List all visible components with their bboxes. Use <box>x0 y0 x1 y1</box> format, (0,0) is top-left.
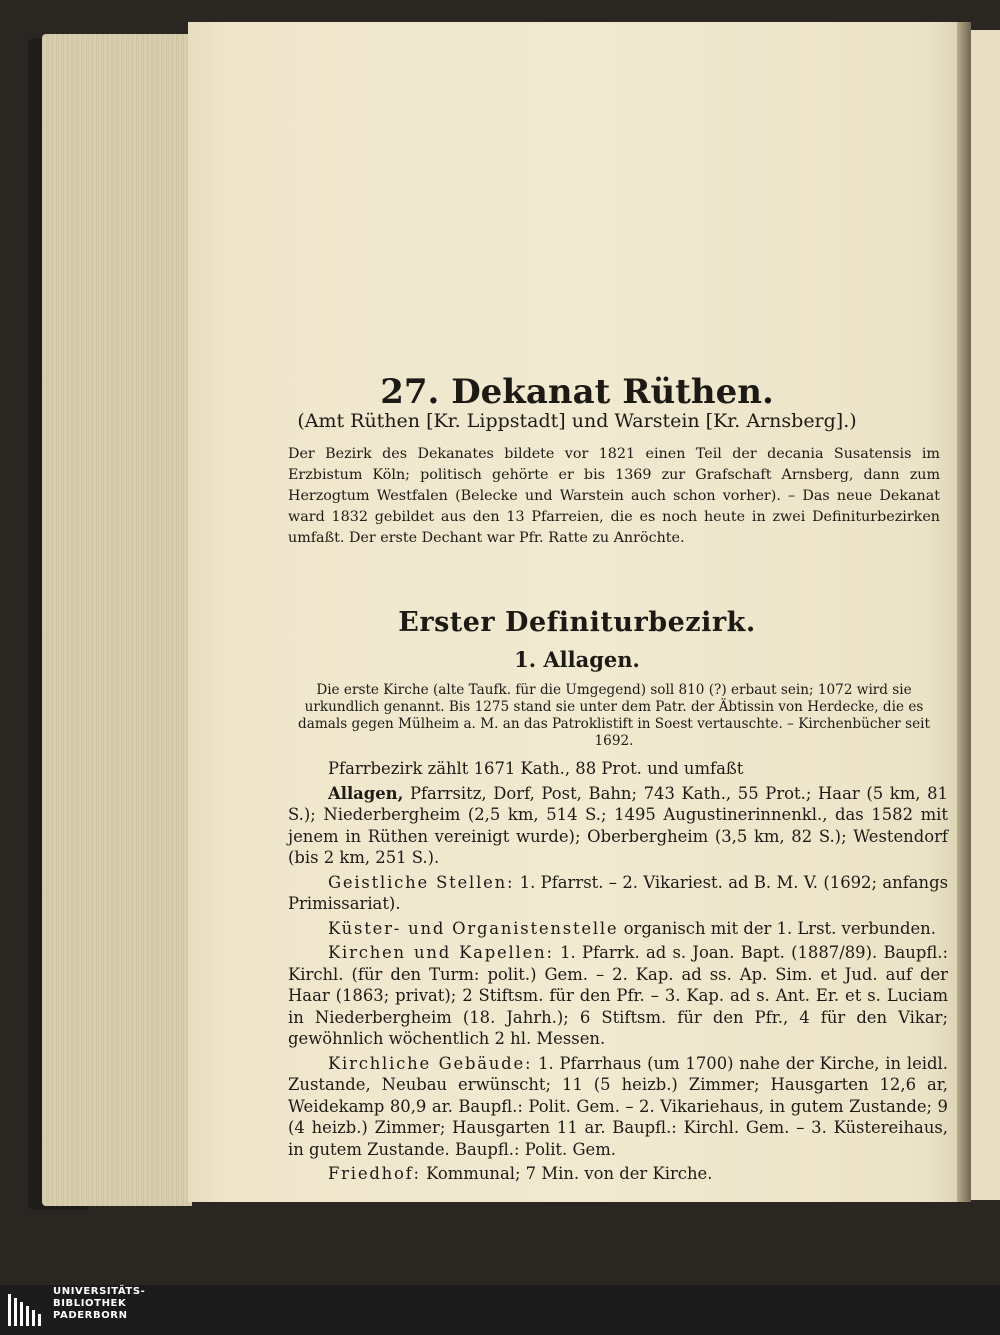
sexton-text: organisch mit der 1. Lrst. verbunden. <box>618 918 936 938</box>
sexton-paragraph <box>288 918 948 940</box>
library-name <box>53 1286 145 1322</box>
cemetery-text: Kommunal; 7 Min. von der Kirche. <box>420 1164 713 1183</box>
facing-page-edge <box>968 30 1000 1200</box>
library-name-line3: PADERBORN <box>53 1310 128 1321</box>
library-footer <box>0 1285 1000 1335</box>
churches-paragraph <box>288 942 948 1050</box>
page-gutter <box>957 22 971 1202</box>
parish-summary: Pfarrbezirk zählt 1671 Kath., 88 Prot. und umfaßt <box>328 759 744 778</box>
clergy-text: 1. Pfarrst. – 2. Vikariest. ad B. M. V. (1692; anfangs Primissariat). <box>288 872 948 913</box>
buildings-label: Kirchliche Gebäude: <box>328 1053 533 1073</box>
buildings-paragraph <box>288 1053 948 1161</box>
sexton-label: Küster- und Organistenstelle <box>328 918 619 938</box>
book-page <box>188 22 966 1202</box>
buildings-text: 1. Pfarrhaus (um 1700) nahe der Kirche, in leidl. Zustande, Neubau erwünscht; 11 (5 heizb.) Zimmer; Hausgarten 12,6 ar, Weidekamp 80,9 ar. Baupfl.: Polit. Gem. – 2. Vikariehaus, in gutem Zustande; 9 (4 heizb.) Zimmer; Hausgarten 11 ar. Baupfl.: Kirchl. Gem. – 3. Küstereihaus, in gutem Zustande. Baupfl.: Polit. Gem. <box>288 1053 948 1159</box>
page-subtitle: (Amt Rüthen [Kr. Lippstadt] und Warstein [Kr. Arnsberg].) <box>297 410 857 432</box>
cemetery-paragraph <box>288 1163 948 1185</box>
library-logo-icon <box>4 1288 48 1332</box>
churches-label: Kirchen und Kapellen: <box>328 943 554 962</box>
parish-details <box>288 758 948 1185</box>
clergy-label: Geistliche Stellen: <box>328 872 515 892</box>
section-heading: Erster Definiturbezirk. <box>398 607 756 638</box>
intro-paragraph: Der Bezirk des Dekanates bildete vor 1821 einen Teil der decania Susatensis im Erzbistum Köln; politisch gehörte er bis 1369 zur Grafschaft Arnsberg, dann zum Herzogtum Westfalen (Belecke und Warstein auch schon vorher). – Das neue Dekanat ward 1832 gebildet aus den 13 Pfarreien, die es noch heute in zwei Definiturbezirken umfaßt. Der erste Dechant war Pfr. Ratte zu Anröchte. <box>288 446 940 546</box>
page-title: 27. Dekanat Rüthen. <box>380 372 774 412</box>
place-name: Allagen, <box>328 783 404 803</box>
churches-text: 1. Pfarrk. ad s. Joan. Bapt. (1887/89). Baupfl.: Kirchl. (für den Turm: polit.) Gem. – 2. Kap. ad ss. Ap. Sim. et Jud. auf der Haar (1863; privat); 2 Stiftsm. für den Pfr. – 3. Kap. ad s. Ant. Er. et s. Luciam in Niederbergheim (18. Jahrh.); 6 Stiftsm. für den Pfr., 4 für den Vikar; gewöhnlich wöchentlich 2 hl. Messen. <box>288 943 948 1048</box>
clergy-paragraph <box>288 872 948 915</box>
page-edges <box>42 34 192 1206</box>
places-text: Pfarrsitz, Dorf, Post, Bahn; 743 Kath., 55 Prot.; Haar (5 km, 81 S.); Niederbergheim (2,5 km, 514 S.; 1495 Augustinerinnenkl., das 1582 mit jenem in Rüthen vereinigt wurde); Oberbergheim (3,5 km, 82 S.); Westendorf (bis 2 km, 251 S.). <box>288 783 948 867</box>
history-paragraph: Die erste Kirche (alte Taufk. für die Umgegend) soll 810 (?) erbaut sein; 1072 wird sie urkundlich genannt. Bis 1275 stand sie unter dem Patr. der Äbtissin von Herdecke, die es damals gegen Mülheim a. M. an das Patroklistift in Soest vertauschte. – Kirchenbücher seit 1692. <box>298 682 930 749</box>
library-name-line2: BIBLIOTHEK <box>53 1298 127 1309</box>
places-paragraph <box>288 783 948 869</box>
library-name-line1: UNIVERSITÄTS- <box>53 1286 146 1297</box>
subsection-heading: 1. Allagen. <box>514 647 640 672</box>
cemetery-label: Friedhof: <box>328 1164 421 1183</box>
